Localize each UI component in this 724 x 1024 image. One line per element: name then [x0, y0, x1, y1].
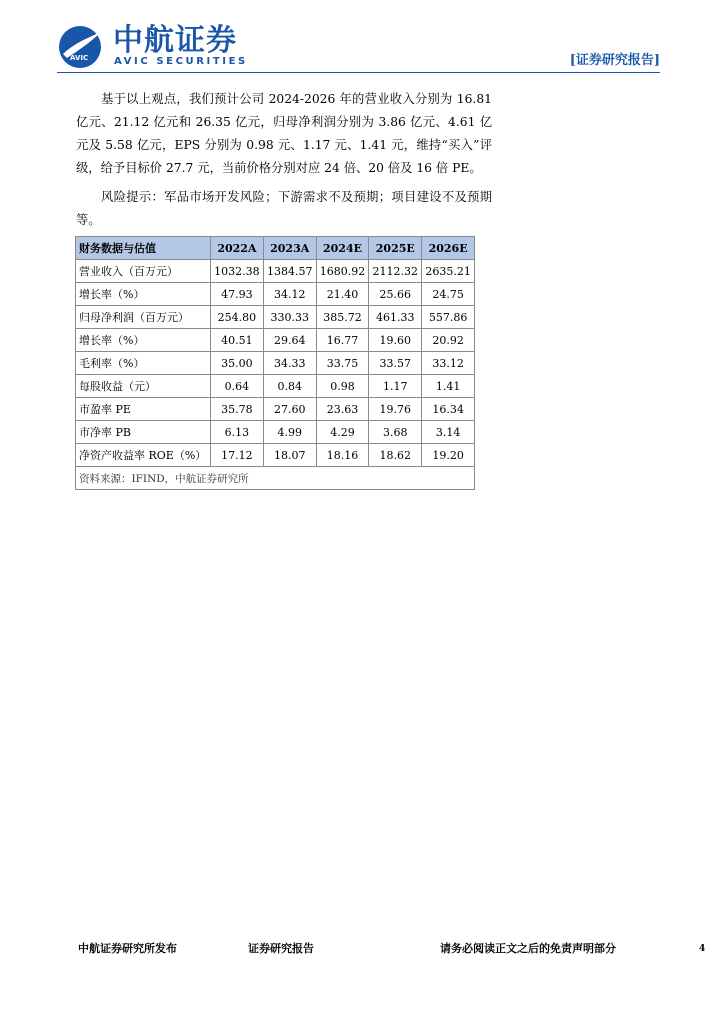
- table-cell: 2635.21: [422, 260, 475, 283]
- svg-text:AVIC: AVIC: [70, 54, 89, 62]
- table-cell: 34.33: [263, 352, 316, 375]
- table-header-cell: 2023A: [263, 237, 316, 260]
- table-header-cell: 2022A: [211, 237, 264, 260]
- table-cell: 1.41: [422, 375, 475, 398]
- company-logo: [57, 22, 257, 72]
- table-row: [76, 283, 475, 306]
- table-cell: 18.62: [369, 444, 422, 467]
- row-label: 每股收益（元）: [76, 375, 211, 398]
- table-cell: 35.78: [211, 398, 264, 421]
- table-cell: 35.00: [211, 352, 264, 375]
- table-cell: 6.13: [211, 421, 264, 444]
- table-header-cell: 财务数据与估值: [76, 237, 211, 260]
- row-label: 增长率（%）: [76, 329, 211, 352]
- table-cell: 33.57: [369, 352, 422, 375]
- table-header-cell: 2025E: [369, 237, 422, 260]
- row-label: 市盈率 PE: [76, 398, 211, 421]
- table-cell: 24.75: [422, 283, 475, 306]
- table-cell: 0.84: [263, 375, 316, 398]
- report-type-tag: [证券研究报告]: [569, 53, 660, 68]
- table-header-cell: 2024E: [316, 237, 369, 260]
- table-cell: 461.33: [369, 306, 422, 329]
- table-cell: 1680.92: [316, 260, 369, 283]
- table-cell: 1384.57: [263, 260, 316, 283]
- row-label: 归母净利润（百万元）: [76, 306, 211, 329]
- table-cell: 29.64: [263, 329, 316, 352]
- table-cell: 21.40: [316, 283, 369, 306]
- footer-disclaimer-note: 请务必阅读正文之后的免责声明部分: [440, 942, 616, 955]
- table-cell: 0.64: [211, 375, 264, 398]
- table-cell: 47.93: [211, 283, 264, 306]
- table-cell: 34.12: [263, 283, 316, 306]
- risk-paragraph: 风险提示：军品市场开发风险；下游需求不及预期；项目建设不及预期等。: [76, 190, 492, 227]
- table-cell: 3.68: [369, 421, 422, 444]
- table-source-note: 资料来源：IFIND，中航证券研究所: [76, 467, 475, 490]
- table-header-row: [76, 237, 475, 260]
- table-cell: 27.60: [263, 398, 316, 421]
- table-cell: 254.80: [211, 306, 264, 329]
- table-cell: 33.75: [316, 352, 369, 375]
- table-row: [76, 260, 475, 283]
- table-cell: 1.17: [369, 375, 422, 398]
- table-cell: 19.60: [369, 329, 422, 352]
- forecast-paragraph: 基于以上观点，我们预计公司 2024-2026 年的营业收入分别为 16.81 亿元、21.12 亿元和 26.35 亿元，归母净利润分别为 3.86 亿元、4.61 亿元及 5.58 亿元，EPS 分别为 0.98 元、1.17 元、1.41 元，维持“买入”评级，给予目标价 27.7 元，当前价格分别对应 24 倍、20 倍及 16 倍 PE。: [76, 92, 492, 175]
- table-row: [76, 398, 475, 421]
- table-row: [76, 306, 475, 329]
- table-cell: 18.16: [316, 444, 369, 467]
- table-cell: 18.07: [263, 444, 316, 467]
- table-cell: 33.12: [422, 352, 475, 375]
- table-cell: 19.76: [369, 398, 422, 421]
- logo-chinese-name: 中航证券: [113, 23, 237, 58]
- table-cell: 16.34: [422, 398, 475, 421]
- table-row: [76, 352, 475, 375]
- row-label: 市净率 PB: [76, 421, 211, 444]
- page-number: 4: [699, 944, 706, 954]
- table-cell: 3.14: [422, 421, 475, 444]
- table-cell: 20.92: [422, 329, 475, 352]
- table-source-row: [76, 467, 475, 490]
- table-row: [76, 329, 475, 352]
- table-cell: 385.72: [316, 306, 369, 329]
- table-cell: 4.29: [316, 421, 369, 444]
- row-label: 毛利率（%）: [76, 352, 211, 375]
- table-cell: 557.86: [422, 306, 475, 329]
- table-cell: 19.20: [422, 444, 475, 467]
- table-cell: 40.51: [211, 329, 264, 352]
- table-cell: 17.12: [211, 444, 264, 467]
- table-cell: 25.66: [369, 283, 422, 306]
- table-cell: 2112.32: [369, 260, 422, 283]
- avic-emblem-icon: [57, 24, 103, 70]
- row-label: 营业收入（百万元）: [76, 260, 211, 283]
- footer-publisher: 中航证券研究所发布: [78, 942, 177, 955]
- logo-english-name: AVIC SECURITIES: [114, 56, 248, 67]
- financial-table: [75, 236, 475, 490]
- row-label: 增长率（%）: [76, 283, 211, 306]
- table-row: [76, 375, 475, 398]
- header-divider: [57, 72, 660, 73]
- table-cell: 16.77: [316, 329, 369, 352]
- row-label: 净资产收益率 ROE（%）: [76, 444, 211, 467]
- table-cell: 4.99: [263, 421, 316, 444]
- table-row: [76, 421, 475, 444]
- table-header-cell: 2026E: [422, 237, 475, 260]
- table-cell: 330.33: [263, 306, 316, 329]
- table-row: [76, 444, 475, 467]
- table-cell: 1032.38: [211, 260, 264, 283]
- table-cell: 23.63: [316, 398, 369, 421]
- footer-report-type: 证券研究报告: [248, 942, 314, 955]
- table-cell: 0.98: [316, 375, 369, 398]
